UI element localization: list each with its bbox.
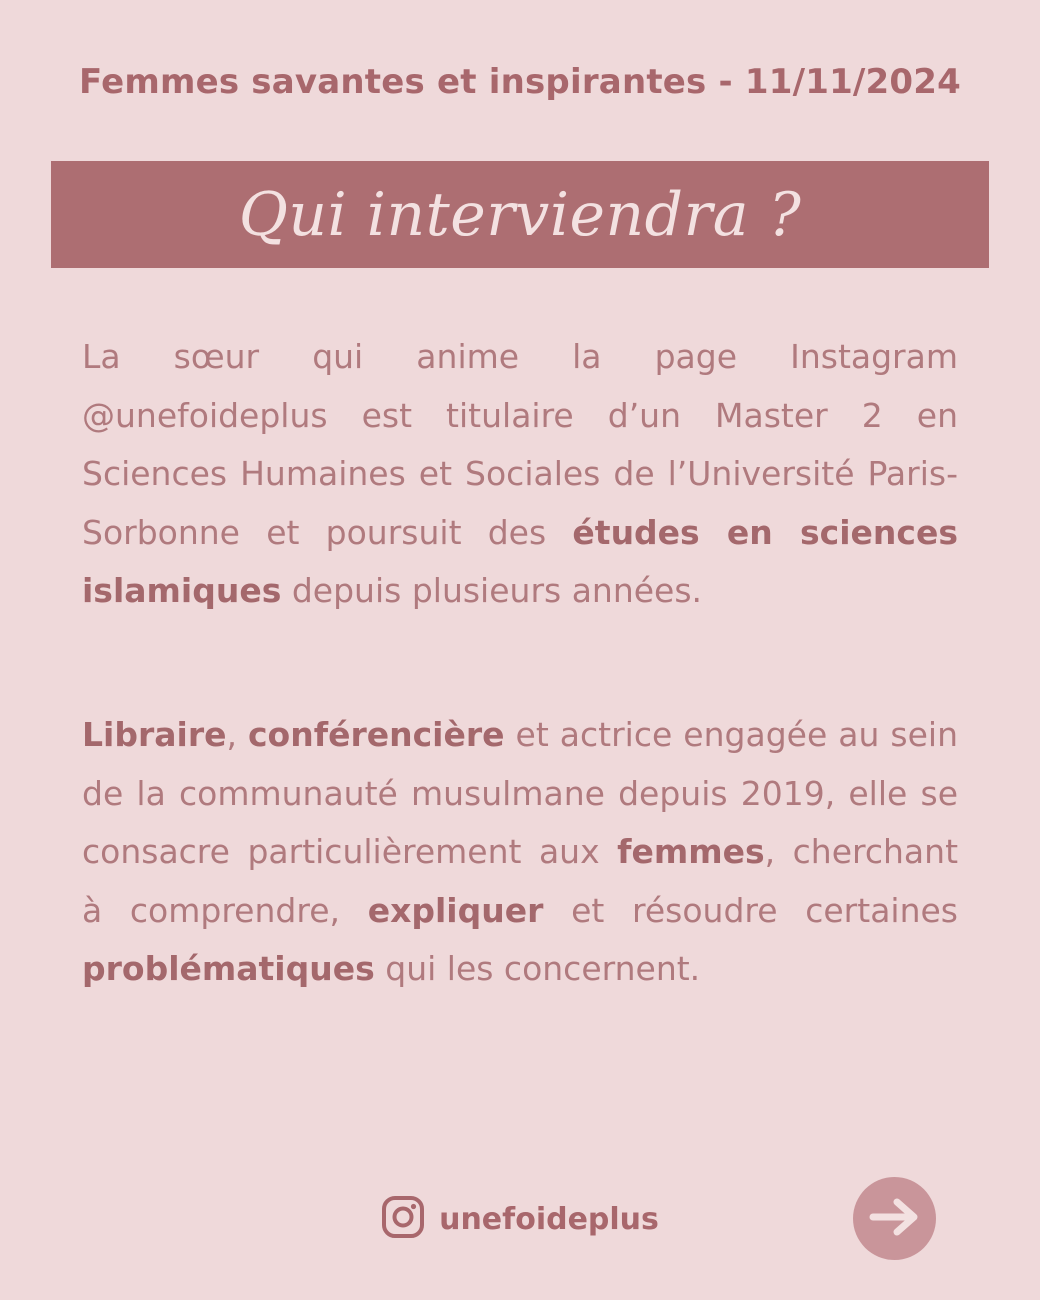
- para2-highlight-femmes: femmes: [617, 832, 765, 872]
- arrow-right-icon: [867, 1195, 923, 1243]
- bio-paragraph-1: [82, 328, 958, 621]
- event-header: Femmes savantes et inspirantes - 11/11/2024: [79, 62, 961, 102]
- instagram-icon: [381, 1195, 425, 1243]
- para1-highlight-islamic-studies: études en sciences islamiques: [82, 512, 959, 611]
- instagram-handle: unefoideplus: [439, 1201, 659, 1237]
- para2-text-5: qui les concernent.: [374, 949, 701, 989]
- instagram-handle-link[interactable]: [381, 1195, 659, 1243]
- para2-text-2: et actrice engagée au sein de la communauté musulmane depuis 2019, elle se consacre particulièrement aux: [82, 715, 958, 872]
- next-button[interactable]: [853, 1177, 936, 1260]
- title-banner: [51, 161, 989, 268]
- para2-highlight-problematiques: problématiques: [82, 949, 375, 989]
- para2-text-4: et résoudre certaines: [543, 890, 958, 930]
- para2-highlight-expliquer: expliquer: [367, 890, 544, 930]
- para1-text-2: depuis plusieurs années.: [281, 571, 703, 611]
- para2-text-3: , cherchant à comprendre,: [82, 832, 959, 930]
- bio-paragraph-2: [82, 706, 958, 999]
- para1-text-1: La sœur qui anime la page Instagram @unefoideplus est titulaire d’un Master 2 en Sciences Humaines et Sociales de l’Université Paris-Sorbonne et poursuit des: [82, 337, 958, 552]
- para2-highlight-libraire: Libraire: [82, 715, 227, 754]
- page-title: Qui interviendra ?: [238, 179, 802, 250]
- para2-highlight-conferenciere: conférencière: [248, 715, 505, 754]
- para2-text-1: ,: [226, 715, 248, 754]
